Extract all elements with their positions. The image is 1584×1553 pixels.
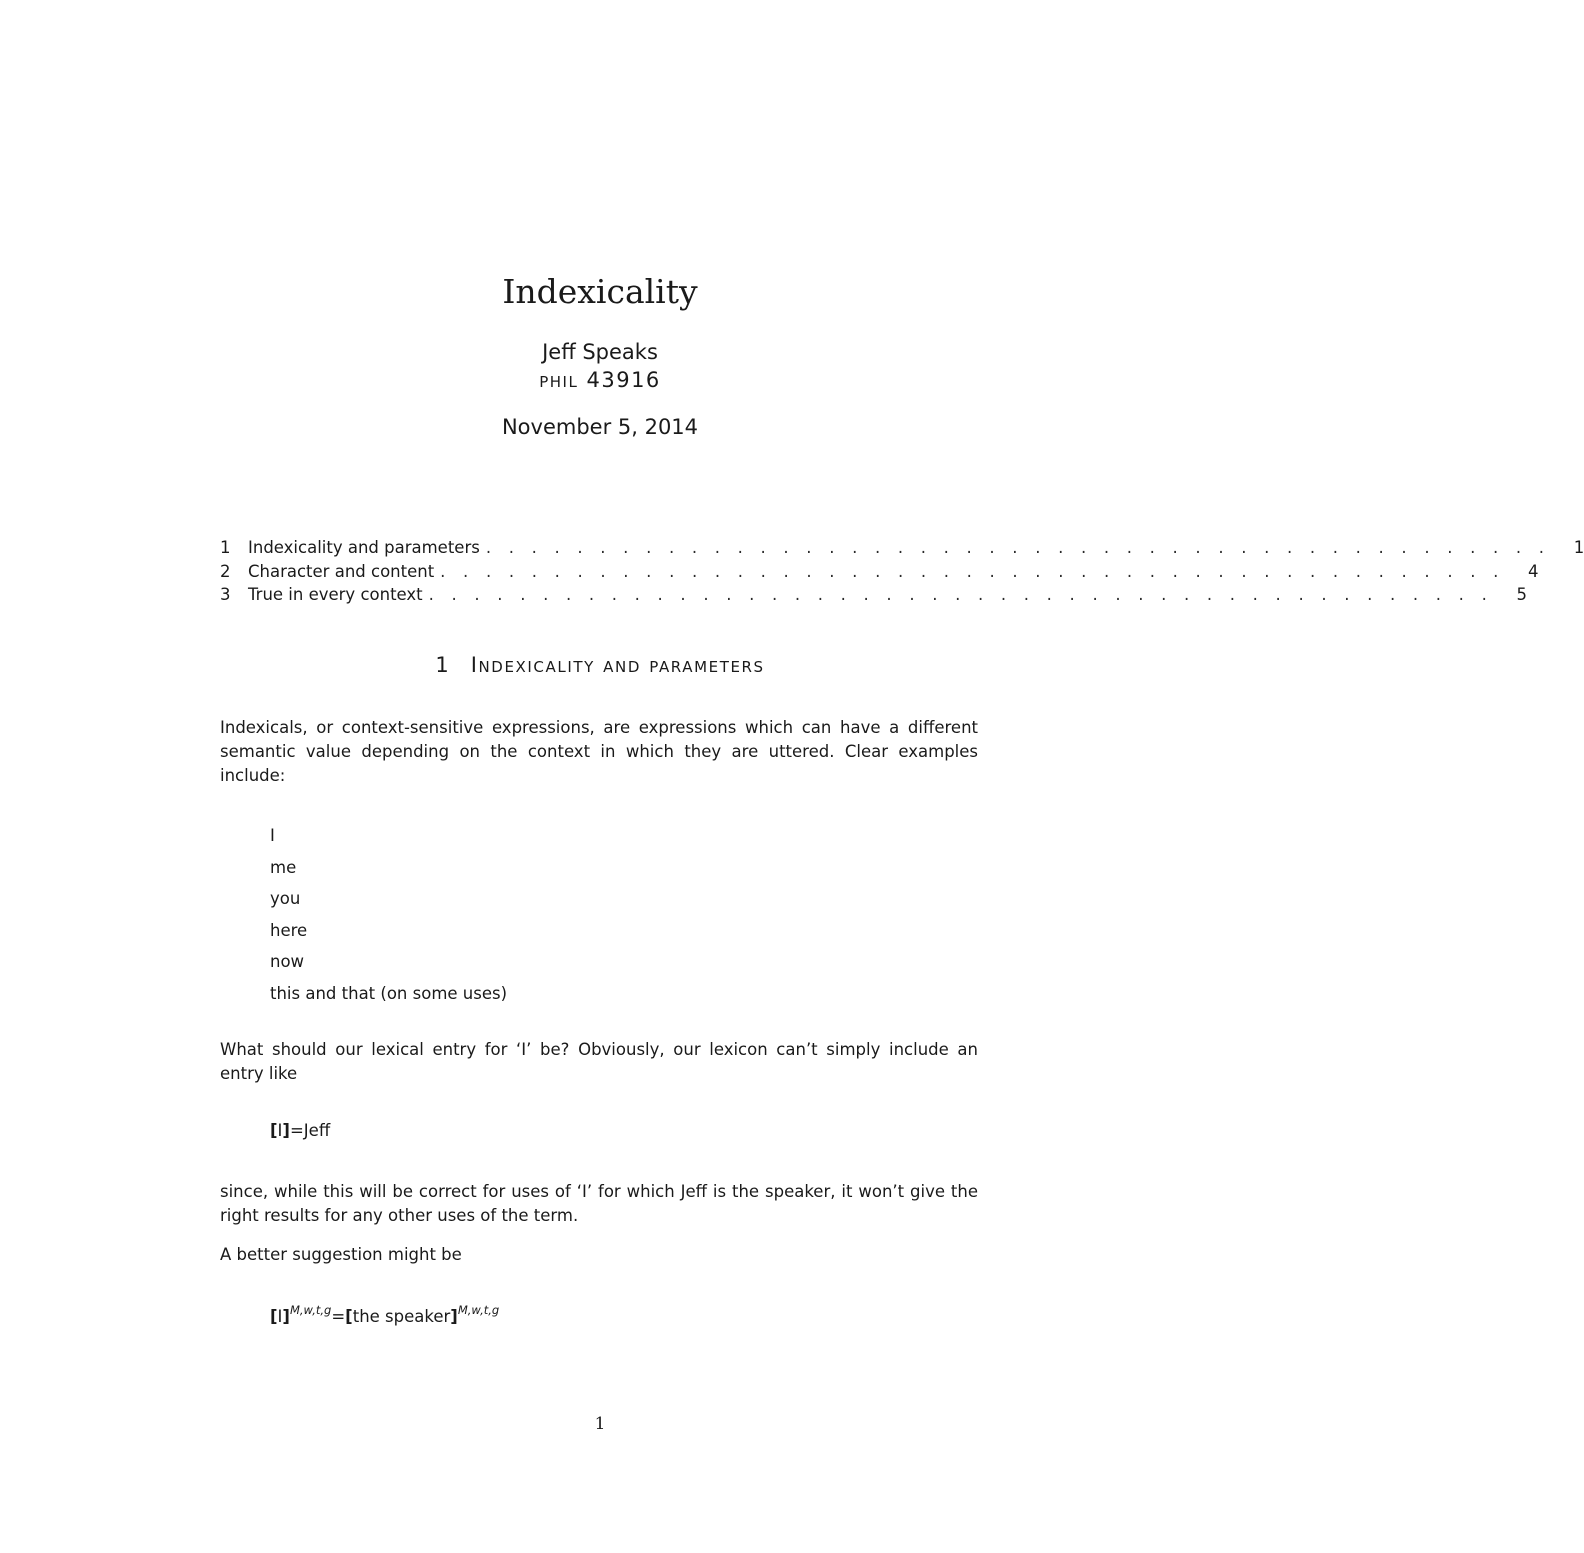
bracket-open: [	[345, 1307, 353, 1326]
page-number: 1	[594, 1414, 606, 1434]
formula-term: I	[277, 1121, 283, 1140]
table-of-contents	[220, 536, 1584, 607]
bracket-open: [	[270, 1307, 278, 1326]
toc-leader-dots: . . . . . . . . . . . . . . . . . . . . . . . . . . . . . . . . . . . . . . . . . . . . . . .	[428, 585, 1494, 604]
toc-leader-dots: . . . . . . . . . . . . . . . . . . . . . . . . . . . . . . . . . . . . . . . . . . . . . . .	[485, 538, 1551, 557]
formula-term: the speaker	[352, 1307, 451, 1326]
list-item: now	[270, 952, 305, 971]
indexical-examples-list	[270, 820, 507, 1009]
list-item: you	[270, 889, 301, 908]
toc-entry-label: Indexicality and parameters	[248, 538, 480, 557]
list-item: me	[270, 857, 297, 877]
toc-entry-label: Character and content	[248, 561, 435, 581]
section-title: Indexicality and parameters	[470, 653, 765, 677]
toc-entry-number: 3	[220, 585, 231, 604]
toc-entry-page: 1	[1573, 538, 1584, 557]
bracket-close: ]	[282, 1121, 290, 1140]
toc-entry[interactable]	[220, 560, 1539, 584]
section-heading	[0, 653, 1200, 677]
list-item: this and that (on some uses)	[270, 983, 508, 1003]
toc-entry[interactable]	[220, 583, 1528, 607]
body-paragraph: Indexicals, or context-sensitive expressions, are expressions which can have a different semantic value depending on the context in which they are uttered. Clear examples include:	[220, 718, 978, 785]
bracket-close: ]	[282, 1307, 290, 1326]
course-code: phil 43916	[539, 368, 661, 392]
list-item: here	[270, 920, 308, 940]
formula-lexical-entry	[270, 1121, 330, 1140]
toc-entry-label: True in every context	[248, 585, 423, 604]
toc-entry-number: 1	[220, 538, 231, 557]
body-paragraph: What should our lexical entry for ‘I’ be? Obviously, our lexicon can’t simply include an entry like	[220, 1040, 978, 1083]
toc-leader-dots: . . . . . . . . . . . . . . . . . . . . . . . . . . . . . . . . . . . . . . . . . . . . . . .	[440, 561, 1505, 581]
toc-entry-page: 5	[1516, 585, 1528, 604]
toc-entry[interactable]	[220, 536, 1584, 560]
formula-term: I	[277, 1307, 283, 1326]
list-item: I	[270, 826, 275, 845]
formula-superscript: M,w,t,g	[457, 1303, 500, 1317]
document-title: Indexicality	[502, 272, 698, 311]
formula-equals: =	[331, 1307, 346, 1326]
document-date: November 5, 2014	[501, 415, 699, 439]
toc-entry-number: 2	[220, 561, 231, 581]
toc-entry-page: 4	[1528, 561, 1539, 581]
formula-superscript: M,w,t,g	[289, 1303, 332, 1317]
bracket-open: [	[270, 1121, 278, 1140]
formula-equals: =	[289, 1121, 304, 1140]
section-number: 1	[435, 653, 449, 677]
author-name: Jeff Speaks	[542, 340, 658, 364]
formula-value: Jeff	[303, 1121, 331, 1140]
body-paragraph: since, while this will be correct for uses of ‘I’ for which Jeff is the speaker, it won’t give the right results for any other uses of the term.	[220, 1182, 978, 1225]
formula-speaker-entry	[270, 1303, 499, 1326]
bracket-close: ]	[450, 1307, 458, 1326]
body-paragraph: A better suggestion might be	[220, 1245, 462, 1264]
